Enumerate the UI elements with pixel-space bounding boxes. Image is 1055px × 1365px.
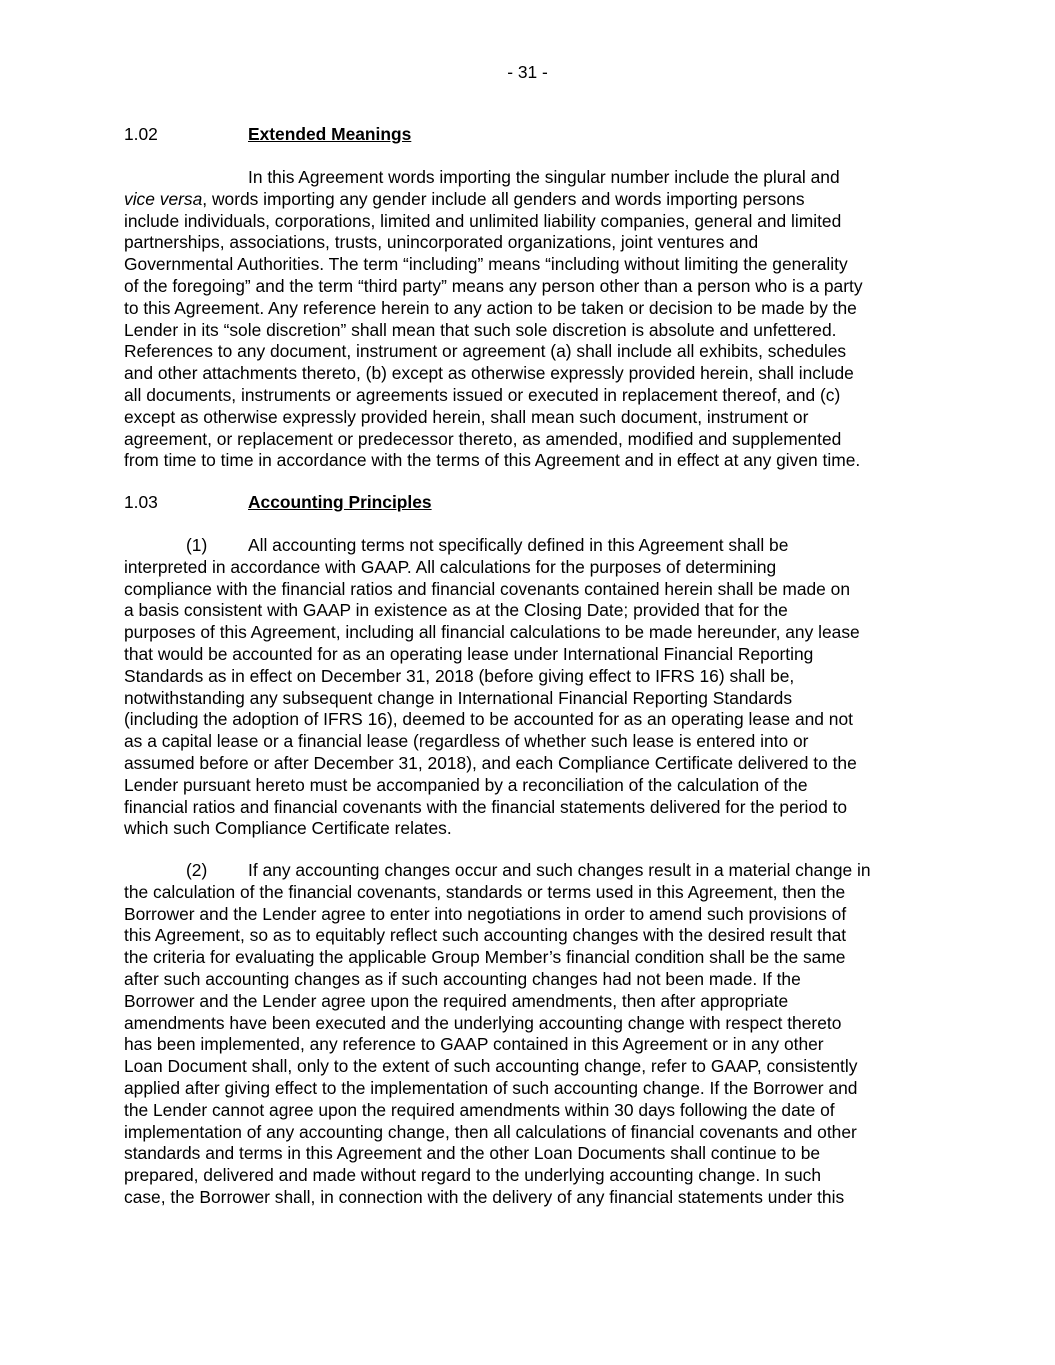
text-line: of the foregoing” and the term “third party” means any person other than a person who is a party bbox=[124, 275, 863, 296]
subsection-label: (2) bbox=[186, 860, 208, 880]
text-line: all documents, instruments or agreements issued or executed in replacement thereof, and (c) bbox=[124, 384, 841, 405]
text-line bbox=[124, 860, 930, 882]
text-line: financial ratios and financial covenants with the financial statements delivered for the period to bbox=[124, 796, 848, 817]
text-line: References to any document, instrument or agreement (a) shall include all exhibits, schedules bbox=[124, 341, 847, 362]
text-line: purposes of this Agreement, including all financial calculations to be made hereunder, any lease bbox=[124, 622, 860, 643]
section-heading-1-02 bbox=[124, 124, 930, 146]
text-line: Borrower and the Lender agree upon the required amendments, then after appropriate bbox=[124, 990, 789, 1011]
text-line: from time to time in accordance with the terms of this Agreement and in effect at any given time. bbox=[124, 450, 861, 471]
text-line-rest: If any accounting changes occur and such changes result in a material change in bbox=[248, 860, 871, 880]
text-line: Standards as in effect on December 31, 2018 (before giving effect to IFRS 16) shall be, bbox=[124, 665, 795, 686]
text-line: (including the adoption of IFRS 16), deemed to be accounted for as an operating lease and not bbox=[124, 709, 853, 730]
text-line: and other attachments thereto, (b) except as otherwise expressly provided herein, shall include bbox=[124, 363, 854, 384]
section-number: 1.03 bbox=[124, 492, 158, 512]
text-line: applied after giving effect to the implementation of such accounting change. If the Borrower and bbox=[124, 1077, 858, 1098]
text-line: agreement, or replacement or predecessor thereto, as amended, modified and supplemented bbox=[124, 428, 842, 449]
text-line: Borrower and the Lender agree to enter into negotiations in order to amend such provisions of bbox=[124, 903, 847, 924]
text-line bbox=[124, 189, 930, 211]
section-title: Extended Meanings bbox=[248, 124, 412, 144]
text-line: a basis consistent with GAAP in existence as at the Closing Date; provided that for the bbox=[124, 600, 788, 621]
text-line bbox=[124, 535, 930, 557]
text-line: except as otherwise expressly provided herein, shall mean such document, instrument or bbox=[124, 406, 809, 427]
text-line-rest: , words importing any gender include all genders and words importing persons bbox=[202, 188, 805, 209]
text-line: standards and terms in this Agreement and the other Loan Documents shall continue to be bbox=[124, 1143, 821, 1164]
text-line: after such accounting changes as if such accounting changes had not been made. If the bbox=[124, 968, 801, 989]
text-line: partnerships, associations, trusts, unincorporated organizations, joint ventures and bbox=[124, 232, 759, 253]
text-line: as a capital lease or a financial lease (regardless of whether such lease is entered into or bbox=[124, 731, 809, 752]
page-number: - 31 - bbox=[507, 62, 548, 82]
text-line: that would be accounted for as an operating lease under International Financial Reporting bbox=[124, 643, 814, 664]
text-line: has been implemented, any reference to GAAP contained in this Agreement or in any other bbox=[124, 1034, 824, 1055]
paragraph-subsection-1 bbox=[124, 535, 930, 840]
italic-phrase: vice versa bbox=[124, 188, 203, 209]
subsection-label: (1) bbox=[186, 535, 208, 555]
text-line: which such Compliance Certificate relates. bbox=[124, 818, 452, 839]
text-line: Loan Document shall, only to the extent of such accounting change, refer to GAAP, consistently bbox=[124, 1056, 858, 1077]
section-heading-1-03 bbox=[124, 492, 930, 514]
text-line-rest: All accounting terms not specifically defined in this Agreement shall be bbox=[248, 535, 789, 555]
text-line: Governmental Authorities. The term “including” means “including without limiting the generality bbox=[124, 254, 848, 275]
text-line: the criteria for evaluating the applicable Group Member’s financial condition shall be the same bbox=[124, 947, 846, 968]
text-line: Lender in its “sole discretion” shall mean that such sole discretion is absolute and unfettered. bbox=[124, 319, 837, 340]
text-line: assumed before or after December 31, 2018), and each Compliance Certificate delivered to the bbox=[124, 752, 857, 773]
paragraph-extended-meanings bbox=[124, 167, 930, 472]
section-number: 1.02 bbox=[124, 124, 158, 144]
text-line: case, the Borrower shall, in connection with the delivery of any financial statements under this bbox=[124, 1186, 845, 1207]
paragraph-subsection-2 bbox=[124, 860, 930, 1209]
text-line: prepared, delivered and made without regard to the underlying accounting change. In such bbox=[124, 1165, 822, 1186]
text-line: compliance with the financial ratios and financial covenants contained herein shall be made on bbox=[124, 578, 851, 599]
text-line: implementation of any accounting change, then all calculations of financial covenants and other bbox=[124, 1121, 857, 1142]
text-line: the Lender cannot agree upon the required amendments within 30 days following the date of bbox=[124, 1099, 835, 1120]
text-line: to this Agreement. Any reference herein to any action to be taken or decision to be made by the bbox=[124, 297, 857, 318]
text-line: Lender pursuant hereto must be accompanied by a reconciliation of the calculation of the bbox=[124, 774, 808, 795]
text-line: In this Agreement words importing the singular number include the plural and bbox=[248, 167, 840, 187]
text-line: interpreted in accordance with GAAP. All calculations for the purposes of determining bbox=[124, 556, 777, 577]
text-line: this Agreement, so as to equitably reflect such accounting changes with the desired result that bbox=[124, 925, 847, 946]
text-line: the calculation of the financial covenants, standards or terms used in this Agreement, then the bbox=[124, 881, 846, 902]
text-line: amendments have been executed and the underlying accounting change with respect thereto bbox=[124, 1012, 842, 1033]
text-line: include individuals, corporations, limited and unlimited liability companies, general and limited bbox=[124, 210, 842, 231]
section-title: Accounting Principles bbox=[248, 492, 432, 512]
text-line: notwithstanding any subsequent change in International Financial Reporting Standards bbox=[124, 687, 793, 708]
